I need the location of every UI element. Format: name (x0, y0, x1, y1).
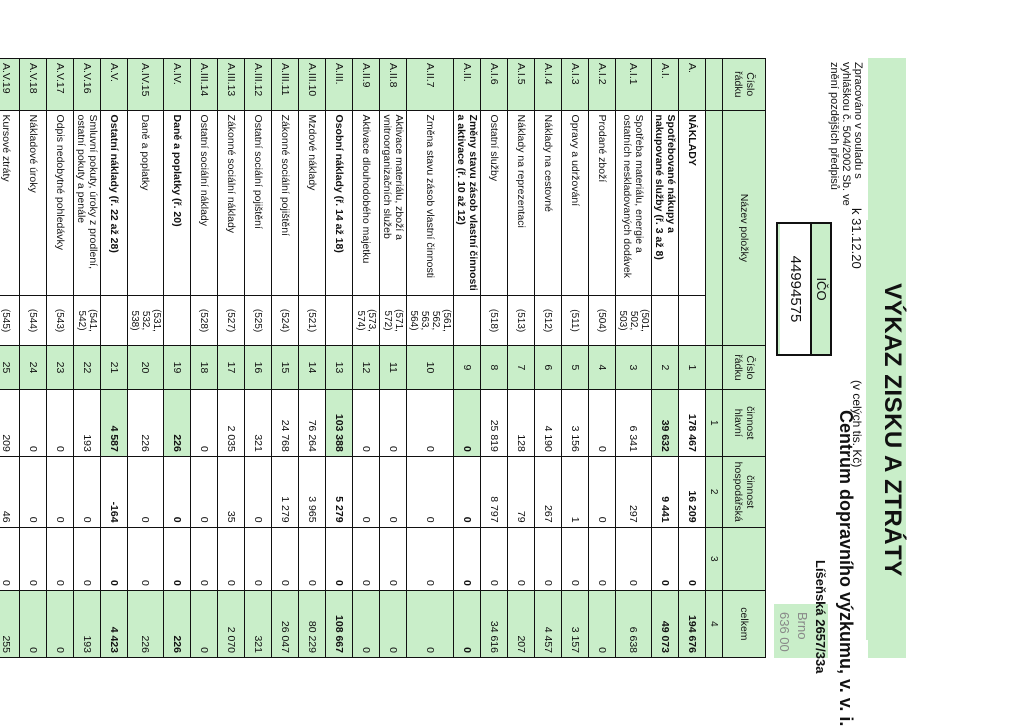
row-accounts (101, 295, 128, 345)
col-code-header: Číslo řádku (723, 59, 766, 111)
row-name: Změna stavu zásob vlastní činnosti (407, 110, 454, 295)
row-number: 16 (245, 346, 272, 390)
row-number: 22 (74, 346, 101, 390)
row-economic-activity: 0 (245, 456, 272, 527)
row-total: 4 423 (101, 590, 128, 657)
row-total: 0 (47, 590, 74, 657)
organization-city: Brno (795, 612, 810, 640)
row-total: 6 638 (616, 590, 652, 657)
row-col-3: 0 (299, 527, 326, 590)
row-economic-activity: 46 (0, 456, 20, 527)
row-col-3: 0 (101, 527, 128, 590)
organization-zip: 636 00 (777, 612, 792, 652)
row-number: 11 (380, 346, 407, 390)
row-accounts: (544) (20, 295, 47, 345)
row-code: A.III.12 (245, 59, 272, 111)
row-accounts: (543) (47, 295, 74, 345)
row-economic-activity: 0 (454, 456, 481, 527)
row-number: 2 (652, 346, 679, 390)
row-number: 4 (589, 346, 616, 390)
row-number: 15 (272, 346, 299, 390)
row-accounts (652, 295, 679, 345)
row-total: 49 073 (652, 590, 679, 657)
law-note: Zpracováno v souladu s vyhláškou č. 504/2002 Sb. ve znění pozdějších předpisů (828, 62, 864, 206)
row-main-activity: 4 190 (535, 389, 562, 456)
table-row (353, 59, 380, 658)
row-col-3: 0 (218, 527, 245, 590)
row-accounts: (504) (589, 295, 616, 345)
row-name: Osobní náklady (ř. 14 až 18) (326, 110, 353, 295)
organization-name: Centrum dopravního výzkumu, v. v. i. (836, 410, 856, 726)
row-number: 3 (616, 346, 652, 390)
row-col-3: 0 (481, 527, 508, 590)
row-economic-activity: 0 (164, 456, 191, 527)
row-economic-activity: 0 (353, 456, 380, 527)
row-col-3: 0 (272, 527, 299, 590)
row-total: 207 (508, 590, 535, 657)
row-col-3: 0 (353, 527, 380, 590)
row-accounts: (518) (481, 295, 508, 345)
row-code: A.I.3 (562, 59, 589, 111)
row-economic-activity: 9 441 (652, 456, 679, 527)
row-name: Mzdové náklady (299, 110, 326, 295)
row-col-3: 0 (245, 527, 272, 590)
row-col-3: 0 (326, 527, 353, 590)
row-economic-activity: 79 (508, 456, 535, 527)
row-main-activity: 209 (0, 389, 20, 456)
row-code: A.III. (326, 59, 353, 111)
row-name: Spotřebované nákupy a nakupované služby (ř. 3 až 8) (652, 110, 679, 295)
row-economic-activity: 8 797 (481, 456, 508, 527)
row-economic-activity: 0 (20, 456, 47, 527)
row-col-3: 0 (535, 527, 562, 590)
row-total: 4 457 (535, 590, 562, 657)
col-num-main: 1 (706, 389, 723, 456)
table-row (128, 59, 164, 658)
row-col-3: 0 (47, 527, 74, 590)
table-row (380, 59, 407, 658)
row-accounts (454, 295, 481, 345)
row-main-activity: 0 (454, 389, 481, 456)
row-main-activity: 178 467 (679, 389, 706, 456)
row-total: 0 (20, 590, 47, 657)
row-economic-activity: 297 (616, 456, 652, 527)
row-code: A.V. (101, 59, 128, 111)
row-number: 17 (218, 346, 245, 390)
row-accounts: (573, 574) (353, 295, 380, 345)
col-num-3: 3 (706, 527, 723, 590)
profit-loss-table (0, 58, 766, 658)
row-main-activity: 39 632 (652, 389, 679, 456)
row-name: Náklady na reprezentaci (508, 110, 535, 295)
row-economic-activity: 3 965 (299, 456, 326, 527)
row-name: Ostatní služby (481, 110, 508, 295)
report-title: VÝKAZ ZISKU A ZTRÁTY (866, 220, 906, 640)
row-accounts: (528) (191, 295, 218, 345)
row-economic-activity: 0 (589, 456, 616, 527)
row-code: A.II.7 (407, 59, 454, 111)
table-row (299, 59, 326, 658)
row-number: 1 (679, 346, 706, 390)
row-number: 10 (407, 346, 454, 390)
row-number: 9 (454, 346, 481, 390)
row-main-activity: 226 (128, 389, 164, 456)
row-main-activity: 2 035 (218, 389, 245, 456)
row-economic-activity: 0 (380, 456, 407, 527)
row-economic-activity: 1 (562, 456, 589, 527)
table-row (218, 59, 245, 658)
col-num-econ: 2 (706, 456, 723, 527)
row-accounts: (527) (218, 295, 245, 345)
table-row (454, 59, 481, 658)
row-accounts: (571, 572) (380, 295, 407, 345)
row-name: Odpis nedobytné pohledávky (47, 110, 74, 295)
row-main-activity: 0 (589, 389, 616, 456)
row-accounts: (541, 542) (74, 295, 101, 345)
row-number: 14 (299, 346, 326, 390)
row-code: A.II.8 (380, 59, 407, 111)
row-number: 5 (562, 346, 589, 390)
row-accounts: (511) (562, 295, 589, 345)
row-accounts (326, 295, 353, 345)
row-col-3: 0 (74, 527, 101, 590)
table-row (508, 59, 535, 658)
table-row (652, 59, 679, 658)
table-row (245, 59, 272, 658)
row-code: A.I.6 (481, 59, 508, 111)
row-name: Spotřeba materiálu, energie a ostatních neskladovaných dodávek (616, 110, 652, 295)
row-main-activity: 25 819 (481, 389, 508, 456)
row-total: 0 (380, 590, 407, 657)
row-number: 19 (164, 346, 191, 390)
row-col-3: 0 (508, 527, 535, 590)
row-col-3: 0 (616, 527, 652, 590)
row-code: A. (679, 59, 706, 111)
table-row (407, 59, 454, 658)
row-main-activity: 76 264 (299, 389, 326, 456)
row-col-3: 0 (407, 527, 454, 590)
row-main-activity: 4 587 (101, 389, 128, 456)
row-code: A.III.13 (218, 59, 245, 111)
row-total: 0 (407, 590, 454, 657)
col-num-4: 4 (706, 590, 723, 657)
row-economic-activity: 35 (218, 456, 245, 527)
table-row (272, 59, 299, 658)
row-name: Aktivace dlouhodobého majetku (353, 110, 380, 295)
row-number: 12 (353, 346, 380, 390)
table-row (481, 59, 508, 658)
row-economic-activity: 0 (128, 456, 164, 527)
table-row (20, 59, 47, 658)
col-row-header: Číslo řádku (723, 346, 766, 390)
ico-value: 44994575 (780, 224, 810, 354)
row-col-3: 0 (191, 527, 218, 590)
row-main-activity: 0 (47, 389, 74, 456)
row-col-3: 0 (380, 527, 407, 590)
row-main-activity: 103 388 (326, 389, 353, 456)
row-code: A.V.16 (74, 59, 101, 111)
table-row (679, 59, 706, 658)
row-code: A.II.9 (353, 59, 380, 111)
organization-street: Líšeňská 2657/33a (813, 560, 828, 674)
col-main-header: činnost hlavní (723, 389, 766, 456)
row-total: 0 (454, 590, 481, 657)
row-name: Smluvní pokuty, úroky z prodlení, ostatní pokuty a penále (74, 110, 101, 295)
row-total: 226 (164, 590, 191, 657)
table-row (535, 59, 562, 658)
ico-label: IČO (810, 224, 830, 354)
row-accounts: (525) (245, 295, 272, 345)
row-col-3: 0 (128, 527, 164, 590)
row-accounts: (501, 502, 503) (616, 295, 652, 345)
row-main-activity: 0 (20, 389, 47, 456)
row-col-3: 0 (589, 527, 616, 590)
row-economic-activity: 5 279 (326, 456, 353, 527)
row-name: Prodané zboží (589, 110, 616, 295)
table-row (101, 59, 128, 658)
row-code: A.I. (652, 59, 679, 111)
row-total: 80 229 (299, 590, 326, 657)
row-accounts: (545) (0, 295, 20, 345)
row-code: A.I.1 (616, 59, 652, 111)
row-main-activity: 3 156 (562, 389, 589, 456)
row-col-3: 0 (454, 527, 481, 590)
row-total: 0 (191, 590, 218, 657)
row-number: 8 (481, 346, 508, 390)
row-code: A.I.2 (589, 59, 616, 111)
row-code: A.I.4 (535, 59, 562, 111)
row-accounts (679, 295, 706, 345)
col-total-header: celkem (723, 590, 766, 657)
table-row (326, 59, 353, 658)
row-number: 21 (101, 346, 128, 390)
table-row (74, 59, 101, 658)
row-number: 25 (0, 346, 20, 390)
row-main-activity: 321 (245, 389, 272, 456)
column-number-row (706, 59, 723, 658)
row-name: Ostatní náklady (ř. 22 až 28) (101, 110, 128, 295)
row-name: Daně a poplatky (128, 110, 164, 295)
row-number: 23 (47, 346, 74, 390)
row-name: Daně a poplatky (ř. 20) (164, 110, 191, 295)
table-row (164, 59, 191, 658)
col-3-header (723, 527, 766, 590)
row-total: 226 (128, 590, 164, 657)
row-main-activity: 193 (74, 389, 101, 456)
table-row (616, 59, 652, 658)
row-total: 26 047 (272, 590, 299, 657)
row-col-3: 0 (20, 527, 47, 590)
table-header-row (723, 59, 766, 658)
row-economic-activity: 0 (191, 456, 218, 527)
row-main-activity: 0 (191, 389, 218, 456)
row-accounts: (512) (535, 295, 562, 345)
table-row (562, 59, 589, 658)
row-total: 193 (74, 590, 101, 657)
row-accounts: (524) (272, 295, 299, 345)
row-total: 255 (0, 590, 20, 657)
col-name-header: Název položky (723, 110, 766, 346)
unit-note: (v celých tis. Kč) (850, 380, 864, 468)
row-code: A.V.19 (0, 59, 20, 111)
row-name: Ostatní sociální pojištění (245, 110, 272, 295)
row-accounts (164, 295, 191, 345)
row-economic-activity: 267 (535, 456, 562, 527)
row-number: 18 (191, 346, 218, 390)
col-econ-header: činnost hospodářská (723, 456, 766, 527)
row-economic-activity: 16 209 (679, 456, 706, 527)
row-total: 34 616 (481, 590, 508, 657)
row-main-activity: 0 (407, 389, 454, 456)
row-accounts: (561, 562, 563, 564) (407, 295, 454, 345)
row-code: A.II. (454, 59, 481, 111)
row-code: A.I.5 (508, 59, 535, 111)
row-economic-activity: 0 (407, 456, 454, 527)
table-row (0, 59, 20, 658)
row-code: A.IV. (164, 59, 191, 111)
row-main-activity: 226 (164, 389, 191, 456)
row-accounts: (521) (299, 295, 326, 345)
row-name: Opravy a udržování (562, 110, 589, 295)
row-economic-activity: 0 (74, 456, 101, 527)
row-col-3: 0 (679, 527, 706, 590)
row-total: 194 676 (679, 590, 706, 657)
row-col-3: 0 (0, 527, 20, 590)
table-row (191, 59, 218, 658)
row-total: 0 (589, 590, 616, 657)
row-col-3: 0 (562, 527, 589, 590)
row-total: 2 070 (218, 590, 245, 657)
row-name: Ostatní sociální náklady (191, 110, 218, 295)
row-code: A.III.14 (191, 59, 218, 111)
row-economic-activity: 0 (47, 456, 74, 527)
row-number: 7 (508, 346, 535, 390)
row-total: 321 (245, 590, 272, 657)
row-number: 6 (535, 346, 562, 390)
row-code: A.V.18 (20, 59, 47, 111)
row-code: A.III.11 (272, 59, 299, 111)
row-main-activity: 0 (353, 389, 380, 456)
row-main-activity: 0 (380, 389, 407, 456)
row-economic-activity: 1 279 (272, 456, 299, 527)
row-number: 24 (20, 346, 47, 390)
row-code: A.V.17 (47, 59, 74, 111)
row-name: Změny stavu zásob vlastní činnosti a aktivace (ř. 10 až 12) (454, 110, 481, 295)
row-code: A.IV.15 (128, 59, 164, 111)
row-total: 0 (353, 590, 380, 657)
row-name: Zákonné sociální pojištění (272, 110, 299, 295)
table-row (47, 59, 74, 658)
row-main-activity: 128 (508, 389, 535, 456)
row-main-activity: 24 768 (272, 389, 299, 456)
row-number: 13 (326, 346, 353, 390)
row-name: Aktivace materiálu, zboží a vnitroorganizačních služeb (380, 110, 407, 295)
row-name: NÁKLADY (679, 110, 706, 295)
ico-box (776, 222, 832, 356)
table-row (589, 59, 616, 658)
row-name: Kursové ztráty (0, 110, 20, 295)
row-total: 3 157 (562, 590, 589, 657)
row-name: Nákladové úroky (20, 110, 47, 295)
row-total: 108 667 (326, 590, 353, 657)
row-main-activity: 6 341 (616, 389, 652, 456)
row-accounts: (531, 532, 538) (128, 295, 164, 345)
report-date: k 31.12.20 (849, 208, 864, 269)
row-name: Náklady na cestovné (535, 110, 562, 295)
row-name: Zákonné sociální náklady (218, 110, 245, 295)
row-col-3: 0 (652, 527, 679, 590)
row-number: 20 (128, 346, 164, 390)
row-economic-activity: -164 (101, 456, 128, 527)
row-col-3: 0 (164, 527, 191, 590)
row-code: A.III.10 (299, 59, 326, 111)
row-accounts: (513) (508, 295, 535, 345)
